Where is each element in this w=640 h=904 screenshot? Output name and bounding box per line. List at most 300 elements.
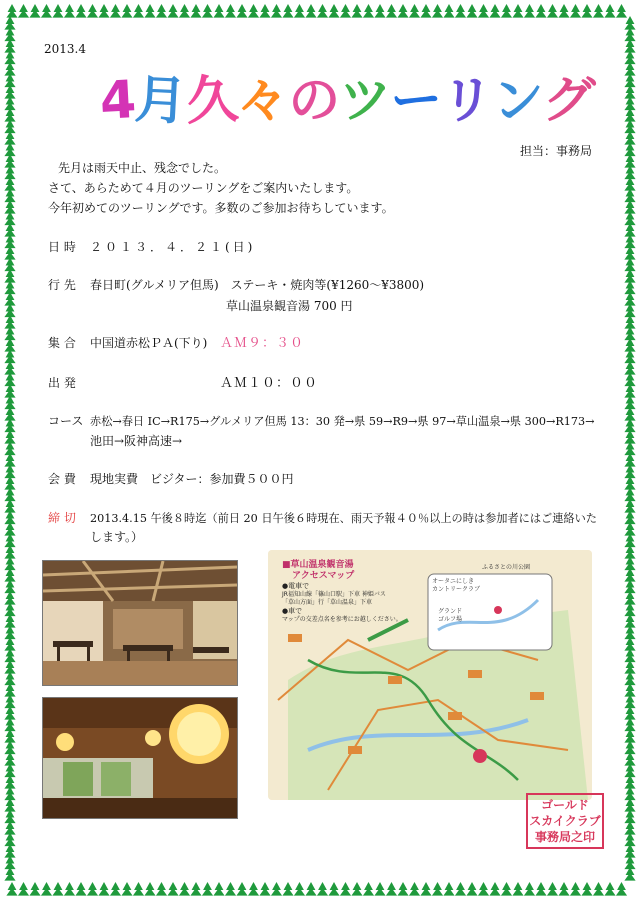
tree-ornament (4, 752, 15, 766)
tree-ornament (4, 407, 15, 421)
tree-ornament (624, 775, 635, 789)
tree-ornament (52, 882, 63, 896)
tree-ornament (4, 729, 15, 743)
tree-ornament (624, 16, 635, 30)
tree-ornament (4, 511, 15, 525)
tree-ornament (4, 821, 15, 835)
tree-ornament (432, 4, 443, 18)
course-value-2: 池田→阪神高速→ (90, 434, 183, 448)
tree-ornament (624, 338, 635, 352)
tree-ornament (624, 246, 635, 260)
tree-ornament (271, 4, 282, 18)
tree-ornament (41, 882, 52, 896)
tree-ornament (213, 882, 224, 896)
tree-ornament (4, 476, 15, 490)
tree-ornament (110, 4, 121, 18)
course-label: コース (48, 414, 84, 428)
tree-ornament (4, 499, 15, 513)
tree-ornament (4, 16, 15, 30)
tree-ornament (489, 882, 500, 896)
tree-ornament (4, 672, 15, 686)
tree-ornament (616, 882, 627, 896)
tree-ornament (624, 637, 635, 651)
tree-ornament (420, 4, 431, 18)
tree-ornament (4, 706, 15, 720)
tree-ornament (4, 430, 15, 444)
tree-ornament (624, 614, 635, 628)
tree-ornament (259, 882, 270, 896)
tree-ornament (4, 626, 15, 640)
tree-ornament (121, 4, 132, 18)
tree-ornament (624, 315, 635, 329)
tree-ornament (213, 4, 224, 18)
lantern-room-photo (42, 697, 238, 819)
tree-ornament (340, 882, 351, 896)
tree-ornament (4, 591, 15, 605)
tree-ornament (420, 882, 431, 896)
tree-ornament (4, 488, 15, 502)
course-value: 赤松→春日 IC→R175→グルメリア但馬 13：30 発→県 59→R9→県 97→草山温泉→県 300→R173→ (90, 415, 595, 428)
tree-ornament (624, 649, 635, 663)
title-char: 久 (184, 69, 240, 133)
tree-ornament (6, 4, 17, 18)
tree-ornament (202, 4, 213, 18)
tree-ornament (4, 867, 15, 881)
tree-ornament (98, 882, 109, 896)
tree-ornament (624, 545, 635, 559)
deadline-row (48, 509, 597, 526)
fee-value: 現地実費 ビジター：参加費５００円 (90, 472, 294, 486)
tree-ornament (409, 4, 420, 18)
tree-ornament (558, 882, 569, 896)
tree-ornament (4, 442, 15, 456)
tree-ornament (156, 882, 167, 896)
meeting-time: ＡＭ９：３０ (220, 336, 305, 351)
tree-ornament (624, 407, 635, 421)
tree-ornament (624, 706, 635, 720)
page-title (100, 58, 594, 133)
tree-ornament (4, 350, 15, 364)
meeting-label: 集 合 (48, 336, 76, 350)
tree-ornament (18, 4, 29, 18)
tree-ornament (624, 672, 635, 686)
tree-ornament (624, 430, 635, 444)
tree-ornament (225, 4, 236, 18)
tree-ornament (535, 4, 546, 18)
title-char: ー (389, 69, 444, 133)
tree-ornament (624, 752, 635, 766)
tree-ornament (466, 882, 477, 896)
tree-ornament (4, 327, 15, 341)
tree-ornament (4, 603, 15, 617)
tree-ornament (4, 246, 15, 260)
tree-ornament (4, 97, 15, 111)
tree-ornament (512, 882, 523, 896)
inset-label: ふるさとの川公園 (482, 564, 531, 571)
inset-label: カントリークラブ (432, 586, 481, 593)
tree-ornament (4, 212, 15, 226)
depart-label: 出 発 (48, 376, 76, 390)
destination-value-2: 草山温泉観音湯 700 円 (226, 299, 353, 313)
tree-ornament (624, 453, 635, 467)
tree-ornament (133, 882, 144, 896)
tree-ornament (409, 882, 420, 896)
tree-ornament (624, 28, 635, 42)
tree-ornament (4, 810, 15, 824)
tree-ornament (624, 120, 635, 134)
tree-ornament (624, 304, 635, 318)
deadline-label: 締 切 (48, 511, 76, 525)
tree-ornament (4, 844, 15, 858)
tree-ornament (87, 4, 98, 18)
tree-ornament (305, 4, 316, 18)
tree-ornament (570, 4, 581, 18)
tree-ornament (624, 51, 635, 65)
tree-ornament (624, 741, 635, 755)
title-char: 4 (98, 70, 137, 132)
tree-ornament (624, 74, 635, 88)
tree-ornament (305, 882, 316, 896)
tree-ornament (624, 258, 635, 272)
tree-ornament (4, 660, 15, 674)
tree-ornament (547, 4, 558, 18)
tree-ornament (282, 882, 293, 896)
tree-ornament (4, 614, 15, 628)
tree-ornament (4, 39, 15, 53)
tree-ornament (478, 4, 489, 18)
tree-ornament (624, 419, 635, 433)
title-char: リ (439, 69, 494, 133)
tree-ornament (624, 476, 635, 490)
tree-ornament (75, 882, 86, 896)
title-char: ン (491, 69, 546, 133)
tree-ornament (4, 74, 15, 88)
tree-ornament (604, 882, 615, 896)
tree-ornament (64, 4, 75, 18)
tree-ornament (4, 108, 15, 122)
title-char: 月 (133, 69, 188, 133)
tree-ornament (4, 741, 15, 755)
tree-ornament (4, 281, 15, 295)
tree-ornament (4, 649, 15, 663)
date-label: 日 時 (48, 240, 76, 254)
tree-ornament (41, 4, 52, 18)
tree-ornament (624, 557, 635, 571)
tree-ornament (570, 882, 581, 896)
tree-ornament (624, 281, 635, 295)
tree-ornament (624, 810, 635, 824)
tree-ornament (624, 833, 635, 847)
destination-value: 春日町(グルメリア但馬) ステーキ・焼肉等(¥1260～¥3800) (90, 278, 425, 292)
tree-ornament (4, 235, 15, 249)
tree-ornament (294, 4, 305, 18)
tree-ornament (121, 882, 132, 896)
inset-label: オータニにしき (432, 578, 475, 585)
tree-ornament (624, 97, 635, 111)
tree-ornament (624, 465, 635, 479)
tree-ornament (624, 683, 635, 697)
tree-ornament (374, 4, 385, 18)
tree-ornament (624, 384, 635, 398)
inset-label: ゴルフ場 (438, 616, 463, 623)
tree-ornament (4, 85, 15, 99)
tree-ornament (4, 522, 15, 536)
tree-ornament (167, 882, 178, 896)
tree-ornament (328, 882, 339, 896)
tree-ornament (4, 338, 15, 352)
tree-ornament (624, 327, 635, 341)
tree-ornament (52, 4, 63, 18)
tree-ornament (624, 177, 635, 191)
tree-ornament (624, 764, 635, 778)
tree-ornament (624, 856, 635, 870)
tree-ornament (328, 4, 339, 18)
meeting-row (48, 334, 207, 351)
tree-ornament (4, 534, 15, 548)
tree-ornament (624, 269, 635, 283)
tree-ornament (624, 292, 635, 306)
tree-ornament (4, 62, 15, 76)
tree-ornament (179, 4, 190, 18)
tree-ornament (98, 4, 109, 18)
tree-ornament (501, 4, 512, 18)
tree-ornament (624, 361, 635, 375)
tree-ornament (624, 580, 635, 594)
tree-ornament (144, 4, 155, 18)
tree-ornament (190, 882, 201, 896)
tree-ornament (4, 189, 15, 203)
tree-ornament (624, 591, 635, 605)
map-train-label: ●電車で (282, 582, 310, 590)
tree-ornament (4, 764, 15, 778)
tree-ornament (466, 4, 477, 18)
tree-ornament (624, 729, 635, 743)
tree-ornament (624, 39, 635, 53)
in-charge: 担当：事務局 (519, 144, 592, 158)
tree-ornament (4, 718, 15, 732)
tree-ornament (190, 4, 201, 18)
tree-ornament (624, 695, 635, 709)
tree-ornament (4, 833, 15, 847)
tree-ornament (581, 882, 592, 896)
title-char: ツ (337, 69, 392, 133)
intro-line: さて、あらためて４月のツーリングをご案内いたします。 (48, 181, 359, 195)
tree-ornament (624, 396, 635, 410)
title-char: グ (541, 69, 596, 133)
tree-ornament (624, 798, 635, 812)
tree-ornament (236, 4, 247, 18)
tree-ornament (75, 4, 86, 18)
tree-ornament (624, 189, 635, 203)
tree-ornament (4, 637, 15, 651)
tree-ornament (624, 844, 635, 858)
tree-ornament (455, 4, 466, 18)
tree-ornament (624, 154, 635, 168)
tree-ornament (202, 882, 213, 896)
tree-ornament (512, 4, 523, 18)
destination-row (48, 276, 424, 293)
tree-ornament (624, 235, 635, 249)
tree-ornament (4, 775, 15, 789)
tree-ornament (4, 856, 15, 870)
tree-ornament (4, 177, 15, 191)
tree-ornament (4, 131, 15, 145)
tree-ornament (4, 683, 15, 697)
tree-ornament (4, 465, 15, 479)
tree-ornament (624, 603, 635, 617)
tree-ornament (236, 882, 247, 896)
tree-ornament (4, 120, 15, 134)
tree-ornament (624, 143, 635, 157)
stamp-line: スカイクラブ (529, 814, 601, 828)
intro-line: 先月は雨天中止、残念でした。 (58, 161, 227, 175)
tree-ornament (397, 4, 408, 18)
date-value: ２０１３．４．２１(日) (90, 240, 256, 254)
tree-ornament (4, 223, 15, 237)
tree-ornament (4, 545, 15, 559)
course-row (48, 412, 595, 429)
tree-ornament (340, 4, 351, 18)
tree-ornament (156, 4, 167, 18)
tree-ornament (624, 200, 635, 214)
depart-time: ＡＭ１０：００ (220, 376, 319, 391)
fee-label: 会 費 (48, 472, 76, 486)
tree-ornament (593, 4, 604, 18)
map-car-text: マップの交差点名を参考にお越しください。 (282, 616, 402, 623)
tree-ornament (110, 882, 121, 896)
tree-ornament (501, 882, 512, 896)
tree-ornament (593, 882, 604, 896)
tree-ornament (248, 4, 259, 18)
tree-ornament (524, 882, 535, 896)
tree-ornament (4, 28, 15, 42)
tree-ornament (443, 4, 454, 18)
document-date: 2013.4 (44, 42, 86, 56)
tree-ornament (179, 882, 190, 896)
tree-ornament (624, 718, 635, 732)
tree-ornament (4, 200, 15, 214)
tree-ornament (4, 568, 15, 582)
tree-ornament (624, 223, 635, 237)
tree-ornament (624, 488, 635, 502)
tree-ornament (248, 882, 259, 896)
tree-ornament (259, 4, 270, 18)
tree-ornament (4, 315, 15, 329)
tree-ornament (624, 821, 635, 835)
tree-ornament (167, 4, 178, 18)
deadline-value: 2013.4.15 午後８時迄（前日 20 日午後６時現在、雨天予報４０％以上の時は参加者にはご連絡いた (90, 512, 597, 525)
tree-ornament (535, 882, 546, 896)
tree-ornament (624, 534, 635, 548)
map-heading: ■草山温泉観音湯 (282, 560, 354, 570)
title-char: 々 (235, 69, 290, 133)
tree-ornament (624, 350, 635, 364)
tree-ornament (225, 882, 236, 896)
tree-ornament (624, 62, 635, 76)
stamp-line: ゴールド (541, 798, 589, 812)
tree-ornament (64, 882, 75, 896)
tree-ornament (351, 4, 362, 18)
tree-ornament (6, 882, 17, 896)
tree-ornament (144, 882, 155, 896)
tree-ornament (4, 384, 15, 398)
tree-ornament (558, 4, 569, 18)
deadline-value-2: します。） (90, 530, 144, 544)
tree-ornament (581, 4, 592, 18)
date-row (48, 238, 255, 255)
access-map (268, 550, 592, 800)
tree-ornament (4, 51, 15, 65)
club-stamp (526, 793, 604, 849)
meeting-place: 中国道赤松ＰＡ(下り) (90, 336, 208, 350)
tree-ornament (616, 4, 627, 18)
tree-ornament (4, 453, 15, 467)
tree-ornament (4, 557, 15, 571)
tree-ornament (317, 4, 328, 18)
tree-ornament (4, 154, 15, 168)
tree-ornament (489, 4, 500, 18)
stamp-line: 事務局之印 (534, 830, 595, 844)
tree-ornament (4, 292, 15, 306)
tree-ornament (4, 419, 15, 433)
tree-ornament (374, 882, 385, 896)
tree-ornament (4, 580, 15, 594)
tree-ornament (271, 882, 282, 896)
map-car-label: ●車で (282, 607, 303, 615)
destination-label: 行 先 (48, 278, 76, 292)
map-train-text1: JR福知山線「篠山口駅」下車 神姫バス (282, 591, 386, 598)
tree-ornament (4, 396, 15, 410)
tree-ornament (624, 522, 635, 536)
tree-ornament (547, 882, 558, 896)
tree-ornament (432, 882, 443, 896)
tree-ornament (4, 695, 15, 709)
tree-ornament (604, 4, 615, 18)
tree-ornament (282, 4, 293, 18)
tree-ornament (351, 882, 362, 896)
restaurant-interior-photo (42, 560, 238, 686)
tree-ornament (478, 882, 489, 896)
tree-ornament (397, 882, 408, 896)
tree-ornament (624, 499, 635, 513)
tree-ornament (624, 626, 635, 640)
tree-ornament (443, 882, 454, 896)
tree-ornament (4, 166, 15, 180)
tree-ornament (624, 212, 635, 226)
tree-ornament (624, 373, 635, 387)
tree-ornament (4, 143, 15, 157)
map-subheading: アクセスマップ (292, 571, 355, 581)
intro-line: 今年初めてのツーリングです。多数のご参加お待ちしています。 (48, 201, 394, 215)
tree-ornament (87, 882, 98, 896)
tree-ornament (29, 4, 40, 18)
tree-ornament (18, 882, 29, 896)
tree-ornament (624, 867, 635, 881)
tree-ornament (624, 442, 635, 456)
fee-row (48, 470, 294, 487)
tree-ornament (455, 882, 466, 896)
tree-ornament (317, 882, 328, 896)
tree-ornament (294, 882, 305, 896)
tree-ornament (4, 269, 15, 283)
tree-ornament (624, 660, 635, 674)
tree-ornament (524, 4, 535, 18)
tree-ornament (624, 85, 635, 99)
tree-ornament (624, 166, 635, 180)
tree-ornament (624, 108, 635, 122)
tree-ornament (624, 131, 635, 145)
tree-ornament (363, 882, 374, 896)
